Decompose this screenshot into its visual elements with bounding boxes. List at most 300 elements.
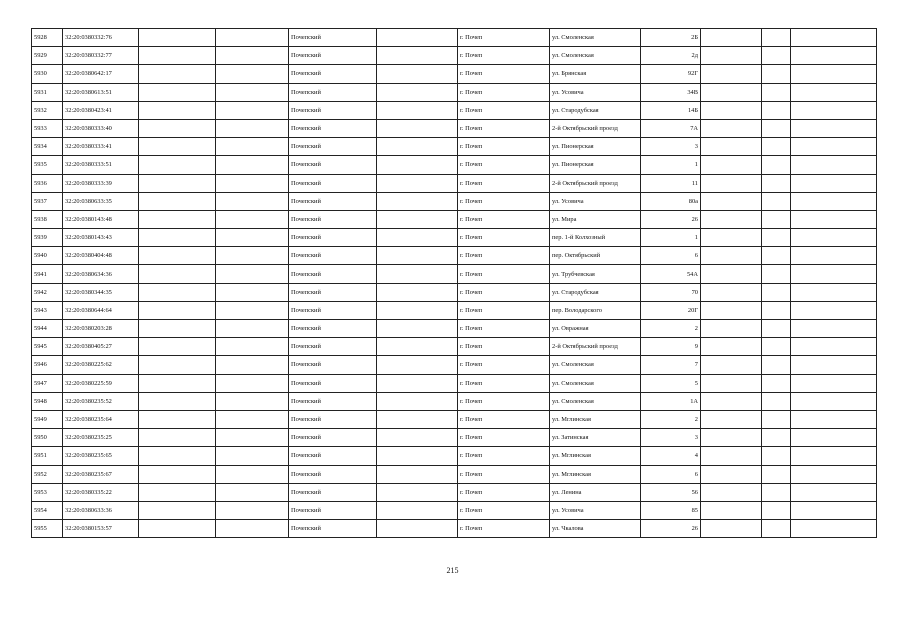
row-number-cell: 5932 <box>32 101 63 119</box>
empty-cell <box>791 265 877 283</box>
empty-cell <box>139 356 216 374</box>
empty-cell <box>701 119 762 137</box>
city-cell: г. Почеп <box>458 338 550 356</box>
empty-cell <box>701 374 762 392</box>
house-number-cell: 2Б <box>641 29 701 47</box>
empty-cell <box>762 283 791 301</box>
district-cell: Почепский <box>289 483 377 501</box>
empty-cell <box>791 174 877 192</box>
row-number-cell: 5930 <box>32 65 63 83</box>
empty-cell <box>139 29 216 47</box>
street-cell: ул. Смоленская <box>550 29 641 47</box>
cadastral-number-cell: 32:20:0380225:59 <box>63 374 139 392</box>
empty-cell <box>139 410 216 428</box>
empty-cell <box>762 429 791 447</box>
empty-cell <box>377 229 458 247</box>
table-row <box>32 174 877 192</box>
district-cell: Почепский <box>289 119 377 137</box>
empty-cell <box>216 392 289 410</box>
empty-cell <box>701 301 762 319</box>
empty-cell <box>216 520 289 538</box>
row-number-cell: 5934 <box>32 138 63 156</box>
empty-cell <box>139 265 216 283</box>
house-number-cell: 34В <box>641 83 701 101</box>
property-registry-table <box>31 28 877 538</box>
empty-cell <box>216 374 289 392</box>
empty-cell <box>791 83 877 101</box>
table-body <box>32 29 877 538</box>
empty-cell <box>701 447 762 465</box>
empty-cell <box>701 47 762 65</box>
empty-cell <box>139 338 216 356</box>
empty-cell <box>762 229 791 247</box>
empty-cell <box>762 247 791 265</box>
row-number-cell: 5940 <box>32 247 63 265</box>
empty-cell <box>791 47 877 65</box>
city-cell: г. Почеп <box>458 483 550 501</box>
street-cell: ул. Брянская <box>550 65 641 83</box>
district-cell: Почепский <box>289 47 377 65</box>
empty-cell <box>762 374 791 392</box>
house-number-cell: 54А <box>641 265 701 283</box>
empty-cell <box>701 320 762 338</box>
empty-cell <box>701 265 762 283</box>
cadastral-number-cell: 32:20:0380633:35 <box>63 192 139 210</box>
empty-cell <box>701 229 762 247</box>
empty-cell <box>762 447 791 465</box>
empty-cell <box>216 210 289 228</box>
cadastral-number-cell: 32:20:0380644:64 <box>63 301 139 319</box>
empty-cell <box>791 447 877 465</box>
empty-cell <box>377 283 458 301</box>
empty-cell <box>791 119 877 137</box>
street-cell: ул. Мглинская <box>550 410 641 428</box>
district-cell: Почепский <box>289 356 377 374</box>
district-cell: Почепский <box>289 210 377 228</box>
empty-cell <box>791 29 877 47</box>
empty-cell <box>701 29 762 47</box>
empty-cell <box>377 392 458 410</box>
table-row <box>32 138 877 156</box>
table-row <box>32 392 877 410</box>
empty-cell <box>791 520 877 538</box>
empty-cell <box>216 29 289 47</box>
row-number-cell: 5928 <box>32 29 63 47</box>
page-number: 215 <box>446 566 459 575</box>
district-cell: Почепский <box>289 174 377 192</box>
empty-cell <box>762 101 791 119</box>
city-cell: г. Почеп <box>458 465 550 483</box>
cadastral-number-cell: 32:20:0380332:76 <box>63 29 139 47</box>
empty-cell <box>216 83 289 101</box>
street-cell: ул. Ленина <box>550 483 641 501</box>
city-cell: г. Почеп <box>458 356 550 374</box>
empty-cell <box>377 483 458 501</box>
house-number-cell: 26 <box>641 520 701 538</box>
empty-cell <box>791 65 877 83</box>
empty-cell <box>216 65 289 83</box>
empty-cell <box>791 101 877 119</box>
row-number-cell: 5953 <box>32 483 63 501</box>
table-row <box>32 501 877 519</box>
empty-cell <box>791 156 877 174</box>
empty-cell <box>139 392 216 410</box>
empty-cell <box>762 338 791 356</box>
empty-cell <box>139 283 216 301</box>
empty-cell <box>377 447 458 465</box>
table-row <box>32 301 877 319</box>
empty-cell <box>377 156 458 174</box>
empty-cell <box>701 356 762 374</box>
city-cell: г. Почеп <box>458 47 550 65</box>
street-cell: 2-й Октябрьский проезд <box>550 338 641 356</box>
empty-cell <box>139 47 216 65</box>
empty-cell <box>139 374 216 392</box>
house-number-cell: 56 <box>641 483 701 501</box>
empty-cell <box>139 301 216 319</box>
house-number-cell: 2д <box>641 47 701 65</box>
empty-cell <box>377 138 458 156</box>
house-number-cell: 6 <box>641 247 701 265</box>
empty-cell <box>791 229 877 247</box>
empty-cell <box>791 283 877 301</box>
house-number-cell: 6 <box>641 465 701 483</box>
empty-cell <box>701 83 762 101</box>
empty-cell <box>762 265 791 283</box>
row-number-cell: 5938 <box>32 210 63 228</box>
empty-cell <box>377 410 458 428</box>
row-number-cell: 5942 <box>32 283 63 301</box>
city-cell: г. Почеп <box>458 520 550 538</box>
empty-cell <box>791 210 877 228</box>
empty-cell <box>701 101 762 119</box>
city-cell: г. Почеп <box>458 410 550 428</box>
district-cell: Почепский <box>289 138 377 156</box>
street-cell: 2-й Октябрьский проезд <box>550 174 641 192</box>
house-number-cell: 4 <box>641 447 701 465</box>
empty-cell <box>377 356 458 374</box>
table-row <box>32 447 877 465</box>
row-number-cell: 5947 <box>32 374 63 392</box>
house-number-cell: 7А <box>641 119 701 137</box>
city-cell: г. Почеп <box>458 192 550 210</box>
empty-cell <box>139 65 216 83</box>
cadastral-number-cell: 32:20:0380633:36 <box>63 501 139 519</box>
street-cell: ул. Усовича <box>550 192 641 210</box>
house-number-cell: 11 <box>641 174 701 192</box>
city-cell: г. Почеп <box>458 301 550 319</box>
empty-cell <box>216 192 289 210</box>
table-row <box>32 47 877 65</box>
city-cell: г. Почеп <box>458 447 550 465</box>
house-number-cell: 2 <box>641 410 701 428</box>
street-cell: ул. Трубчевская <box>550 265 641 283</box>
city-cell: г. Почеп <box>458 138 550 156</box>
empty-cell <box>701 429 762 447</box>
district-cell: Почепский <box>289 374 377 392</box>
empty-cell <box>377 301 458 319</box>
empty-cell <box>139 101 216 119</box>
empty-cell <box>791 392 877 410</box>
empty-cell <box>216 229 289 247</box>
cadastral-number-cell: 32:20:0380634:36 <box>63 265 139 283</box>
city-cell: г. Почеп <box>458 174 550 192</box>
cadastral-number-cell: 32:20:0380203:28 <box>63 320 139 338</box>
empty-cell <box>377 192 458 210</box>
street-cell: ул. Мира <box>550 210 641 228</box>
empty-cell <box>791 410 877 428</box>
empty-cell <box>216 338 289 356</box>
empty-cell <box>216 429 289 447</box>
empty-cell <box>791 483 877 501</box>
row-number-cell: 5931 <box>32 83 63 101</box>
cadastral-number-cell: 32:20:0380153:57 <box>63 520 139 538</box>
empty-cell <box>216 101 289 119</box>
empty-cell <box>139 174 216 192</box>
empty-cell <box>791 301 877 319</box>
empty-cell <box>762 410 791 428</box>
empty-cell <box>701 392 762 410</box>
district-cell: Почепский <box>289 247 377 265</box>
district-cell: Почепский <box>289 429 377 447</box>
house-number-cell: 26 <box>641 210 701 228</box>
street-cell: ул. Пионерская <box>550 138 641 156</box>
cadastral-number-cell: 32:20:0380225:62 <box>63 356 139 374</box>
empty-cell <box>216 247 289 265</box>
empty-cell <box>139 320 216 338</box>
cadastral-number-cell: 32:20:0380143:48 <box>63 210 139 228</box>
cadastral-number-cell: 32:20:0380332:77 <box>63 47 139 65</box>
empty-cell <box>139 247 216 265</box>
empty-cell <box>701 192 762 210</box>
row-number-cell: 5939 <box>32 229 63 247</box>
district-cell: Почепский <box>289 465 377 483</box>
table-row <box>32 520 877 538</box>
street-cell: ул. Затинская <box>550 429 641 447</box>
cadastral-number-cell: 32:20:0380333:40 <box>63 119 139 137</box>
district-cell: Почепский <box>289 156 377 174</box>
row-number-cell: 5943 <box>32 301 63 319</box>
empty-cell <box>762 392 791 410</box>
empty-cell <box>139 210 216 228</box>
house-number-cell: 14Б <box>641 101 701 119</box>
table-row <box>32 83 877 101</box>
street-cell: ул. Смоленская <box>550 374 641 392</box>
district-cell: Почепский <box>289 101 377 119</box>
empty-cell <box>791 138 877 156</box>
empty-cell <box>791 501 877 519</box>
empty-cell <box>701 174 762 192</box>
street-cell: ул. Стародубская <box>550 283 641 301</box>
district-cell: Почепский <box>289 283 377 301</box>
table-row <box>32 320 877 338</box>
street-cell: ул. Усовича <box>550 501 641 519</box>
row-number-cell: 5937 <box>32 192 63 210</box>
district-cell: Почепский <box>289 65 377 83</box>
empty-cell <box>139 429 216 447</box>
empty-cell <box>216 447 289 465</box>
cadastral-number-cell: 32:20:0380143:43 <box>63 229 139 247</box>
empty-cell <box>377 83 458 101</box>
table-row <box>32 283 877 301</box>
empty-cell <box>701 283 762 301</box>
empty-cell <box>377 47 458 65</box>
empty-cell <box>216 283 289 301</box>
house-number-cell: 20Г <box>641 301 701 319</box>
district-cell: Почепский <box>289 192 377 210</box>
city-cell: г. Почеп <box>458 265 550 283</box>
city-cell: г. Почеп <box>458 119 550 137</box>
empty-cell <box>791 192 877 210</box>
empty-cell <box>762 156 791 174</box>
street-cell: ул. Пионерская <box>550 156 641 174</box>
table-row <box>32 229 877 247</box>
city-cell: г. Почеп <box>458 247 550 265</box>
city-cell: г. Почеп <box>458 83 550 101</box>
cadastral-number-cell: 32:20:0380333:51 <box>63 156 139 174</box>
empty-cell <box>377 174 458 192</box>
empty-cell <box>791 320 877 338</box>
street-cell: пер. 1-й Колхозный <box>550 229 641 247</box>
empty-cell <box>701 210 762 228</box>
empty-cell <box>139 192 216 210</box>
table-row <box>32 156 877 174</box>
house-number-cell: 70 <box>641 283 701 301</box>
row-number-cell: 5951 <box>32 447 63 465</box>
row-number-cell: 5946 <box>32 356 63 374</box>
city-cell: г. Почеп <box>458 501 550 519</box>
table-row <box>32 119 877 137</box>
empty-cell <box>701 247 762 265</box>
empty-cell <box>377 520 458 538</box>
empty-cell <box>762 465 791 483</box>
empty-cell <box>701 410 762 428</box>
empty-cell <box>791 465 877 483</box>
empty-cell <box>377 210 458 228</box>
city-cell: г. Почеп <box>458 392 550 410</box>
cadastral-number-cell: 32:20:0380404:48 <box>63 247 139 265</box>
empty-cell <box>216 483 289 501</box>
empty-cell <box>701 338 762 356</box>
table-row <box>32 192 877 210</box>
empty-cell <box>216 356 289 374</box>
table-row <box>32 247 877 265</box>
street-cell: ул. Смоленская <box>550 356 641 374</box>
table-row <box>32 483 877 501</box>
row-number-cell: 5949 <box>32 410 63 428</box>
street-cell: ул. Мглинская <box>550 447 641 465</box>
district-cell: Почепский <box>289 301 377 319</box>
row-number-cell: 5935 <box>32 156 63 174</box>
empty-cell <box>216 465 289 483</box>
empty-cell <box>791 356 877 374</box>
cadastral-number-cell: 32:20:0380613:51 <box>63 83 139 101</box>
table-row <box>32 101 877 119</box>
empty-cell <box>377 374 458 392</box>
cadastral-number-cell: 32:20:0380405:27 <box>63 338 139 356</box>
empty-cell <box>216 320 289 338</box>
city-cell: г. Почеп <box>458 320 550 338</box>
empty-cell <box>762 29 791 47</box>
city-cell: г. Почеп <box>458 101 550 119</box>
district-cell: Почепский <box>289 320 377 338</box>
city-cell: г. Почеп <box>458 29 550 47</box>
house-number-cell: 85 <box>641 501 701 519</box>
empty-cell <box>139 501 216 519</box>
cadastral-number-cell: 32:20:0380235:65 <box>63 447 139 465</box>
district-cell: Почепский <box>289 338 377 356</box>
table-row <box>32 265 877 283</box>
district-cell: Почепский <box>289 29 377 47</box>
city-cell: г. Почеп <box>458 283 550 301</box>
street-cell: ул. Мглинская <box>550 465 641 483</box>
empty-cell <box>762 501 791 519</box>
empty-cell <box>377 265 458 283</box>
empty-cell <box>139 83 216 101</box>
row-number-cell: 5948 <box>32 392 63 410</box>
empty-cell <box>701 501 762 519</box>
street-cell: ул. Смоленская <box>550 392 641 410</box>
street-cell: ул. Усовича <box>550 83 641 101</box>
empty-cell <box>139 229 216 247</box>
house-number-cell: 5 <box>641 374 701 392</box>
empty-cell <box>762 47 791 65</box>
cadastral-number-cell: 32:20:0380333:41 <box>63 138 139 156</box>
empty-cell <box>762 320 791 338</box>
row-number-cell: 5929 <box>32 47 63 65</box>
street-cell: ул. Стародубская <box>550 101 641 119</box>
district-cell: Почепский <box>289 520 377 538</box>
empty-cell <box>762 65 791 83</box>
row-number-cell: 5945 <box>32 338 63 356</box>
empty-cell <box>377 119 458 137</box>
empty-cell <box>762 210 791 228</box>
empty-cell <box>701 156 762 174</box>
empty-cell <box>762 119 791 137</box>
empty-cell <box>791 247 877 265</box>
house-number-cell: 1А <box>641 392 701 410</box>
cadastral-number-cell: 32:20:0380333:39 <box>63 174 139 192</box>
empty-cell <box>762 520 791 538</box>
empty-cell <box>377 429 458 447</box>
cadastral-number-cell: 32:20:0380235:67 <box>63 465 139 483</box>
empty-cell <box>701 465 762 483</box>
house-number-cell: 1 <box>641 156 701 174</box>
empty-cell <box>791 429 877 447</box>
cadastral-number-cell: 32:20:0380423:41 <box>63 101 139 119</box>
cadastral-number-cell: 32:20:0380642:17 <box>63 65 139 83</box>
table-row <box>32 338 877 356</box>
empty-cell <box>791 338 877 356</box>
empty-cell <box>139 483 216 501</box>
row-number-cell: 5952 <box>32 465 63 483</box>
empty-cell <box>791 374 877 392</box>
house-number-cell: 3 <box>641 429 701 447</box>
empty-cell <box>139 447 216 465</box>
empty-cell <box>377 320 458 338</box>
district-cell: Почепский <box>289 265 377 283</box>
city-cell: г. Почеп <box>458 210 550 228</box>
district-cell: Почепский <box>289 410 377 428</box>
empty-cell <box>216 138 289 156</box>
table-row <box>32 210 877 228</box>
empty-cell <box>377 29 458 47</box>
row-number-cell: 5954 <box>32 501 63 519</box>
table-row <box>32 429 877 447</box>
street-cell: ул. Чкалова <box>550 520 641 538</box>
empty-cell <box>377 338 458 356</box>
empty-cell <box>216 410 289 428</box>
